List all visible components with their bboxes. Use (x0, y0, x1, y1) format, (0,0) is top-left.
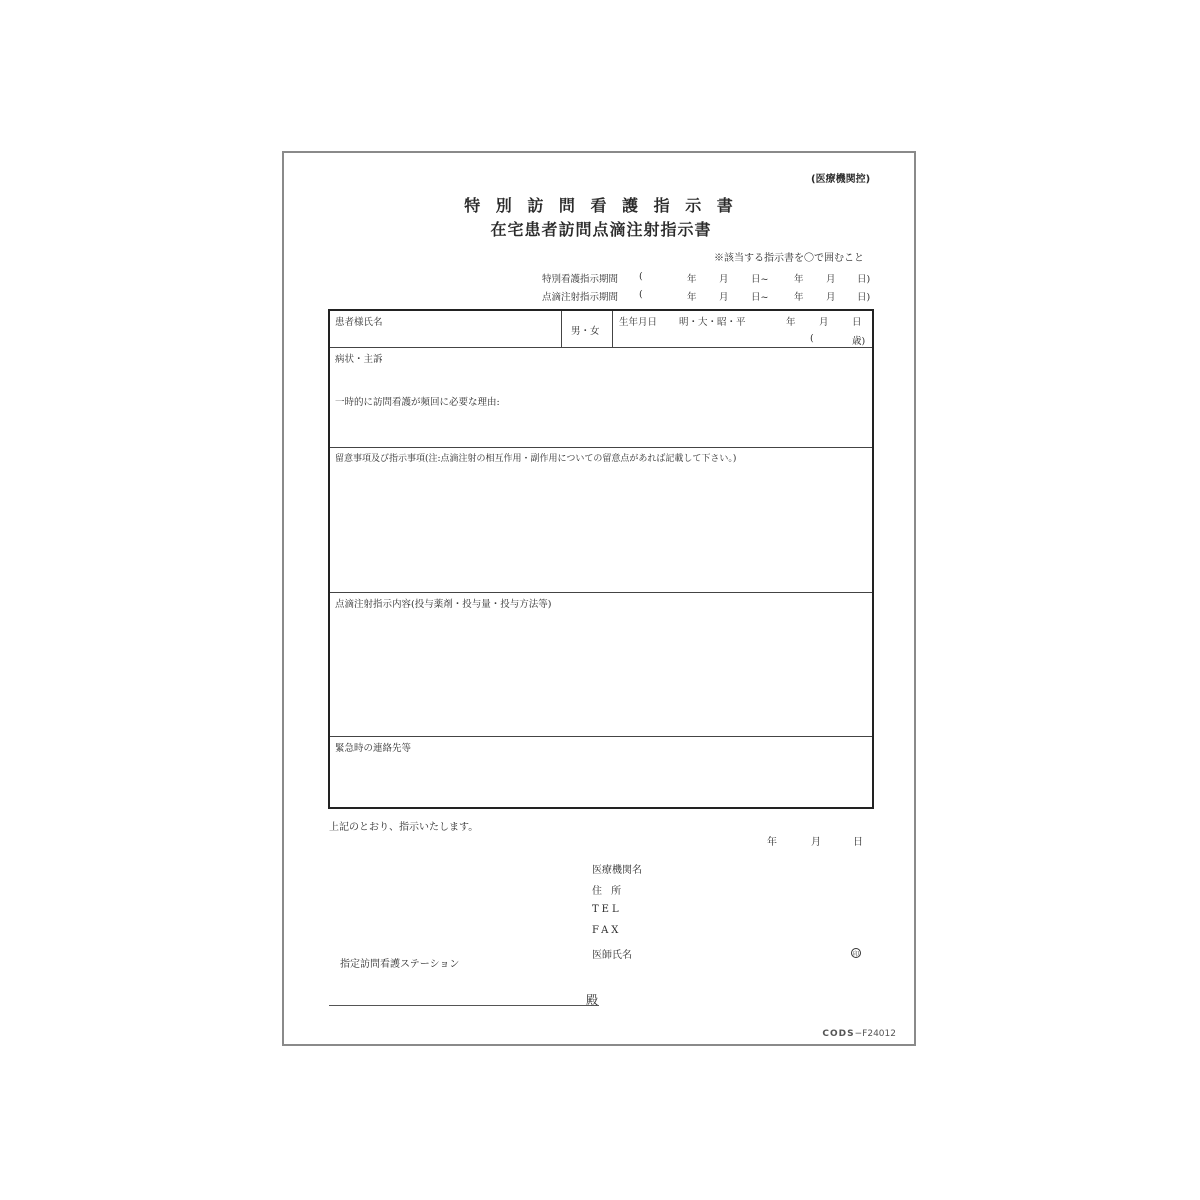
emergency-contact-label: 緊急時の連絡先等 (335, 743, 412, 754)
birth-year: 年 (786, 317, 796, 328)
divider (330, 592, 872, 593)
infusion-label: 点滴注射指示内容(投与薬剤・投与量・投与方法等) (335, 599, 552, 610)
period-year-end: 年 (794, 274, 804, 285)
period-month-start: 月 (719, 274, 729, 285)
period-month-end: 月 (826, 292, 836, 303)
date-year: 年 (767, 837, 777, 848)
form-sheet (282, 151, 916, 1046)
birth-month: 月 (819, 317, 829, 328)
form-code (822, 1029, 896, 1039)
age-close: 歳) (852, 336, 866, 347)
divider (330, 736, 872, 737)
period-label: 特別看護指示期間 (542, 274, 619, 285)
period-year-start: 年 (687, 274, 697, 285)
birth-date-label: 生年月日 (619, 317, 658, 328)
notes-label: 留意事項及び指示事項(注:点滴注射の相互作用・副作用についての留意点があれば記載して下さい。) (335, 454, 737, 464)
institution-label: 医療機関名 (592, 865, 642, 876)
period-open: ( (639, 271, 643, 282)
reason-label: 一時的に訪問看護が頻回に必要な理由: (335, 397, 500, 408)
form-subtitle: 在宅患者訪問点滴注射指示書 (490, 220, 712, 239)
birth-day: 日 (852, 317, 862, 328)
brand-code: CODS (822, 1029, 855, 1039)
tel-label: TEL (592, 904, 622, 915)
symptoms-label: 病状・主訴 (335, 354, 383, 365)
instruction-note: ※該当する指示書を〇で囲むこと (714, 253, 864, 264)
period-open: ( (639, 289, 643, 300)
period-day-start: 日~ (751, 292, 769, 303)
period-month-end: 月 (826, 274, 836, 285)
divider (612, 311, 613, 347)
era-options: 明・大・昭・平 (679, 317, 746, 328)
form-number: −F24012 (854, 1029, 896, 1039)
period-day-end: 日) (857, 274, 871, 285)
period-year-start: 年 (687, 292, 697, 303)
date-day: 日 (853, 837, 863, 848)
instruction-statement: 上記のとおり、指示いたします。 (329, 822, 479, 833)
age-open: ( (810, 333, 814, 344)
divider (330, 347, 872, 348)
divider (330, 447, 872, 448)
date-month: 月 (811, 837, 821, 848)
period-day-end: 日) (857, 292, 871, 303)
addressee-underline (329, 1005, 599, 1006)
honorific-label: 殿 (586, 993, 599, 1007)
fax-label: FAX (592, 925, 622, 936)
doctor-name-label: 医師氏名 (592, 950, 632, 961)
address-label: 住 所 (592, 886, 625, 897)
period-label: 点滴注射指示期間 (542, 292, 619, 303)
period-day-start: 日~ (751, 274, 769, 285)
period-month-start: 月 (719, 292, 729, 303)
form-title: 特 別 訪 問 看 護 指 示 書 (464, 196, 738, 215)
sex-options: 男・女 (571, 326, 600, 337)
period-year-end: 年 (794, 292, 804, 303)
station-label: 指定訪問看護ステーション (340, 959, 460, 970)
copy-tag: (医療機関控) (811, 174, 871, 185)
seal-icon: 印 (851, 948, 861, 958)
patient-name-label: 患者様氏名 (335, 317, 383, 328)
instruction-form-table (328, 309, 874, 809)
divider (561, 311, 562, 347)
